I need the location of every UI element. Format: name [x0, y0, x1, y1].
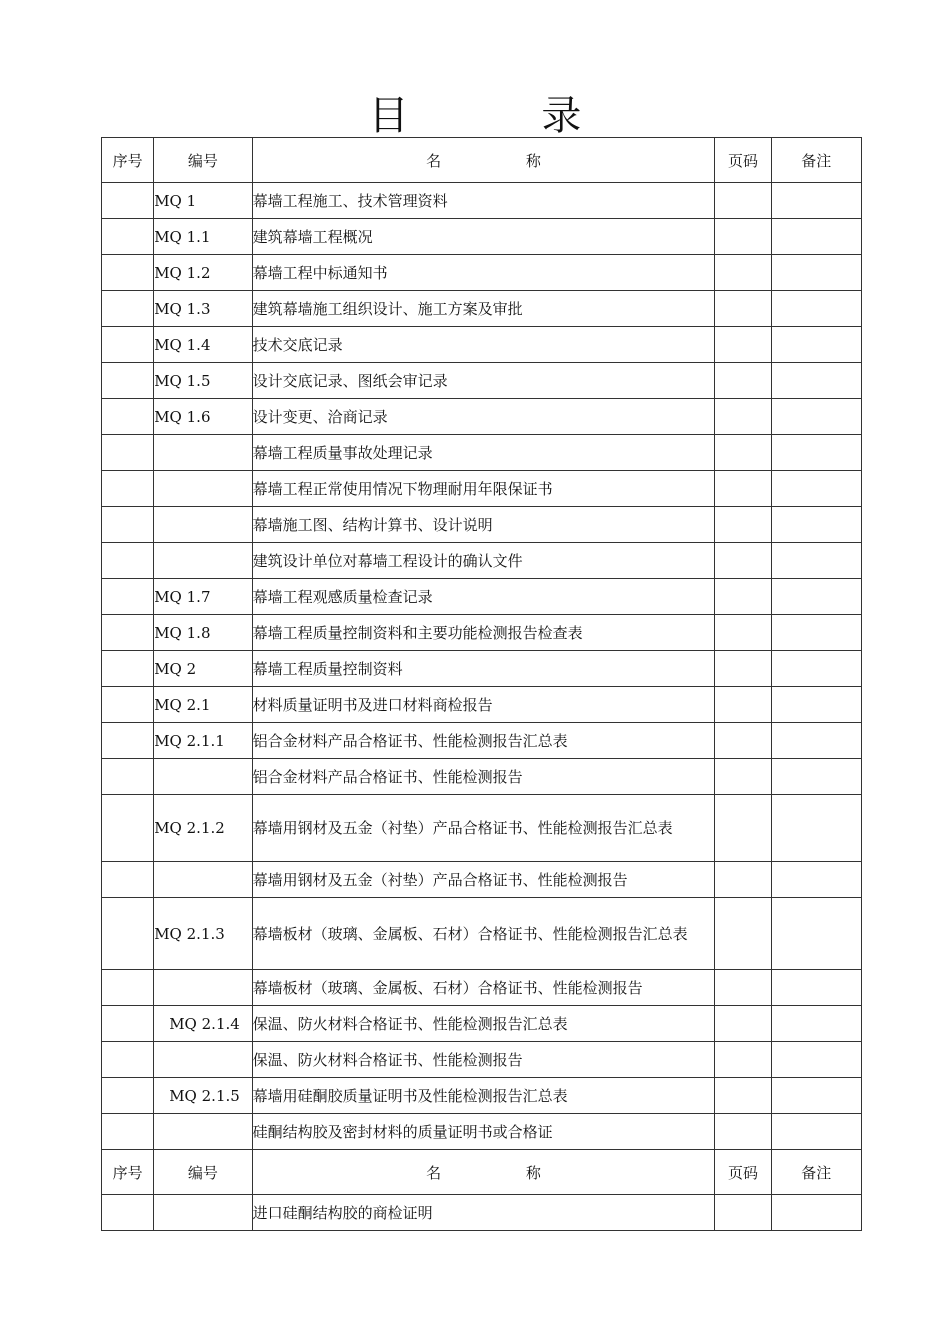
header-name: [252, 1150, 715, 1195]
table-row: [102, 615, 862, 651]
code-cell: MQ 1.3: [154, 291, 252, 327]
name-cell: 铝合金材料产品合格证书、性能检测报告: [252, 759, 715, 795]
note-cell: [771, 795, 861, 862]
name-cell: 技术交底记录: [252, 327, 715, 363]
table-row: [102, 1006, 862, 1042]
seq-cell: [102, 219, 154, 255]
table-row: [102, 795, 862, 862]
table-row: [102, 255, 862, 291]
code-cell: MQ 1.4: [154, 327, 252, 363]
page-cell: [715, 795, 771, 862]
table-row: [102, 651, 862, 687]
note-cell: [771, 615, 861, 651]
table-row: [102, 862, 862, 898]
table-row: [102, 183, 862, 219]
code-cell: MQ 1.2: [154, 255, 252, 291]
code-cell: [154, 471, 252, 507]
seq-cell: [102, 543, 154, 579]
note-cell: [771, 399, 861, 435]
note-cell: [771, 579, 861, 615]
seq-cell: [102, 651, 154, 687]
code-cell: [154, 507, 252, 543]
seq-cell: [102, 471, 154, 507]
page-cell: [715, 363, 771, 399]
page-cell: [715, 1078, 771, 1114]
seq-cell: [102, 435, 154, 471]
page-cell: [715, 219, 771, 255]
code-cell: MQ 2.1: [154, 687, 252, 723]
seq-cell: [102, 363, 154, 399]
table-of-contents: [101, 137, 862, 1231]
seq-cell: [102, 1006, 154, 1042]
name-cell: 幕墙施工图、结构计算书、设计说明: [252, 507, 715, 543]
code-cell: MQ 2.1.4: [154, 1006, 252, 1042]
page-cell: [715, 759, 771, 795]
page-cell: [715, 543, 771, 579]
page-cell: [715, 1042, 771, 1078]
seq-cell: [102, 795, 154, 862]
table-row: [102, 543, 862, 579]
seq-cell: [102, 687, 154, 723]
seq-cell: [102, 615, 154, 651]
name-cell: 幕墙用钢材及五金（衬垫）产品合格证书、性能检测报告汇总表: [252, 795, 715, 862]
code-cell: MQ 2: [154, 651, 252, 687]
note-cell: [771, 435, 861, 471]
table-row: [102, 970, 862, 1006]
name-cell: 建筑设计单位对幕墙工程设计的确认文件: [252, 543, 715, 579]
page-cell: [715, 898, 771, 970]
seq-cell: [102, 970, 154, 1006]
note-cell: [771, 183, 861, 219]
name-cell: 保温、防火材料合格证书、性能检测报告汇总表: [252, 1006, 715, 1042]
header-code: 编号: [154, 138, 252, 183]
seq-cell: [102, 507, 154, 543]
seq-cell: [102, 898, 154, 970]
table-row: [102, 363, 862, 399]
page-cell: [715, 1195, 771, 1231]
name-cell: 进口硅酮结构胶的商检证明: [252, 1195, 715, 1231]
table-row: [102, 507, 862, 543]
seq-cell: [102, 255, 154, 291]
header-name-label: 名 称: [426, 151, 581, 170]
name-cell: 铝合金材料产品合格证书、性能检测报告汇总表: [252, 723, 715, 759]
page-cell: [715, 471, 771, 507]
page-cell: [715, 687, 771, 723]
note-cell: [771, 759, 861, 795]
code-cell: MQ 1.5: [154, 363, 252, 399]
code-cell: [154, 1042, 252, 1078]
code-cell: [154, 435, 252, 471]
name-cell: 幕墙用钢材及五金（衬垫）产品合格证书、性能检测报告: [252, 862, 715, 898]
page-cell: [715, 1006, 771, 1042]
name-cell: 幕墙工程质量控制资料: [252, 651, 715, 687]
note-cell: [771, 1078, 861, 1114]
table-row: [102, 723, 862, 759]
table-row: [102, 327, 862, 363]
note-cell: [771, 507, 861, 543]
note-cell: [771, 219, 861, 255]
table-row: [102, 1195, 862, 1231]
code-cell: MQ 1.8: [154, 615, 252, 651]
table-row: [102, 1042, 862, 1078]
page-cell: [715, 183, 771, 219]
code-cell: [154, 1114, 252, 1150]
seq-cell: [102, 1195, 154, 1231]
seq-cell: [102, 1078, 154, 1114]
seq-cell: [102, 759, 154, 795]
page-cell: [715, 862, 771, 898]
document-title: 目 录: [368, 93, 642, 139]
note-cell: [771, 471, 861, 507]
seq-cell: [102, 327, 154, 363]
code-cell: MQ 1.1: [154, 219, 252, 255]
name-cell: 幕墙工程中标通知书: [252, 255, 715, 291]
code-cell: MQ 2.1.1: [154, 723, 252, 759]
header-name-label: 名 称: [426, 1163, 581, 1182]
table-row: [102, 759, 862, 795]
code-cell: [154, 970, 252, 1006]
header-note: 备注: [771, 1150, 861, 1195]
seq-cell: [102, 183, 154, 219]
header-seq: 序号: [102, 1150, 154, 1195]
table-row: [102, 579, 862, 615]
note-cell: [771, 898, 861, 970]
seq-cell: [102, 579, 154, 615]
note-cell: [771, 1006, 861, 1042]
name-cell: 幕墙板材（玻璃、金属板、石材）合格证书、性能检测报告: [252, 970, 715, 1006]
page-cell: [715, 651, 771, 687]
page-cell: [715, 255, 771, 291]
seq-cell: [102, 1042, 154, 1078]
page-cell: [715, 579, 771, 615]
name-cell: 幕墙工程正常使用情况下物理耐用年限保证书: [252, 471, 715, 507]
name-cell: 硅酮结构胶及密封材料的质量证明书或合格证: [252, 1114, 715, 1150]
table-row: [102, 1078, 862, 1114]
code-cell: MQ 1.7: [154, 579, 252, 615]
table-row: [102, 435, 862, 471]
note-cell: [771, 687, 861, 723]
header-seq: 序号: [102, 138, 154, 183]
code-cell: MQ 2.1.2: [154, 795, 252, 862]
note-cell: [771, 255, 861, 291]
note-cell: [771, 862, 861, 898]
header-page: 页码: [715, 1150, 771, 1195]
page-cell: [715, 435, 771, 471]
seq-cell: [102, 862, 154, 898]
page-cell: [715, 291, 771, 327]
note-cell: [771, 1042, 861, 1078]
table-header-row: [102, 1150, 862, 1195]
note-cell: [771, 651, 861, 687]
note-cell: [771, 291, 861, 327]
page-cell: [715, 327, 771, 363]
page-cell: [715, 1114, 771, 1150]
note-cell: [771, 970, 861, 1006]
code-cell: MQ 2.1.5: [154, 1078, 252, 1114]
note-cell: [771, 723, 861, 759]
name-cell: 幕墙工程观感质量检查记录: [252, 579, 715, 615]
table-row: [102, 1114, 862, 1150]
note-cell: [771, 1195, 861, 1231]
name-cell: 幕墙工程施工、技术管理资料: [252, 183, 715, 219]
table-header-row: [102, 138, 862, 183]
table-row: [102, 291, 862, 327]
table-row: [102, 471, 862, 507]
name-cell: 幕墙工程质量事故处理记录: [252, 435, 715, 471]
seq-cell: [102, 1114, 154, 1150]
note-cell: [771, 543, 861, 579]
page-cell: [715, 507, 771, 543]
header-code: 编号: [154, 1150, 252, 1195]
code-cell: MQ 1: [154, 183, 252, 219]
name-cell: 设计交底记录、图纸会审记录: [252, 363, 715, 399]
code-cell: [154, 862, 252, 898]
page-cell: [715, 970, 771, 1006]
name-cell: 建筑幕墙工程概况: [252, 219, 715, 255]
name-cell: 建筑幕墙施工组织设计、施工方案及审批: [252, 291, 715, 327]
code-cell: MQ 2.1.3: [154, 898, 252, 970]
note-cell: [771, 327, 861, 363]
table-row: [102, 399, 862, 435]
note-cell: [771, 363, 861, 399]
name-cell: 幕墙工程质量控制资料和主要功能检测报告检查表: [252, 615, 715, 651]
page-cell: [715, 723, 771, 759]
name-cell: 保温、防火材料合格证书、性能检测报告: [252, 1042, 715, 1078]
code-cell: [154, 1195, 252, 1231]
seq-cell: [102, 291, 154, 327]
code-cell: MQ 1.6: [154, 399, 252, 435]
header-note: 备注: [771, 138, 861, 183]
code-cell: [154, 543, 252, 579]
name-cell: 材料质量证明书及进口材料商检报告: [252, 687, 715, 723]
seq-cell: [102, 723, 154, 759]
name-cell: 设计变更、洽商记录: [252, 399, 715, 435]
table-row: [102, 219, 862, 255]
page-cell: [715, 399, 771, 435]
table-row: [102, 898, 862, 970]
note-cell: [771, 1114, 861, 1150]
header-page: 页码: [715, 138, 771, 183]
seq-cell: [102, 399, 154, 435]
name-cell: 幕墙用硅酮胶质量证明书及性能检测报告汇总表: [252, 1078, 715, 1114]
table-row: [102, 687, 862, 723]
name-cell: 幕墙板材（玻璃、金属板、石材）合格证书、性能检测报告汇总表: [252, 898, 715, 970]
header-name: [252, 138, 715, 183]
code-cell: [154, 759, 252, 795]
page-cell: [715, 615, 771, 651]
